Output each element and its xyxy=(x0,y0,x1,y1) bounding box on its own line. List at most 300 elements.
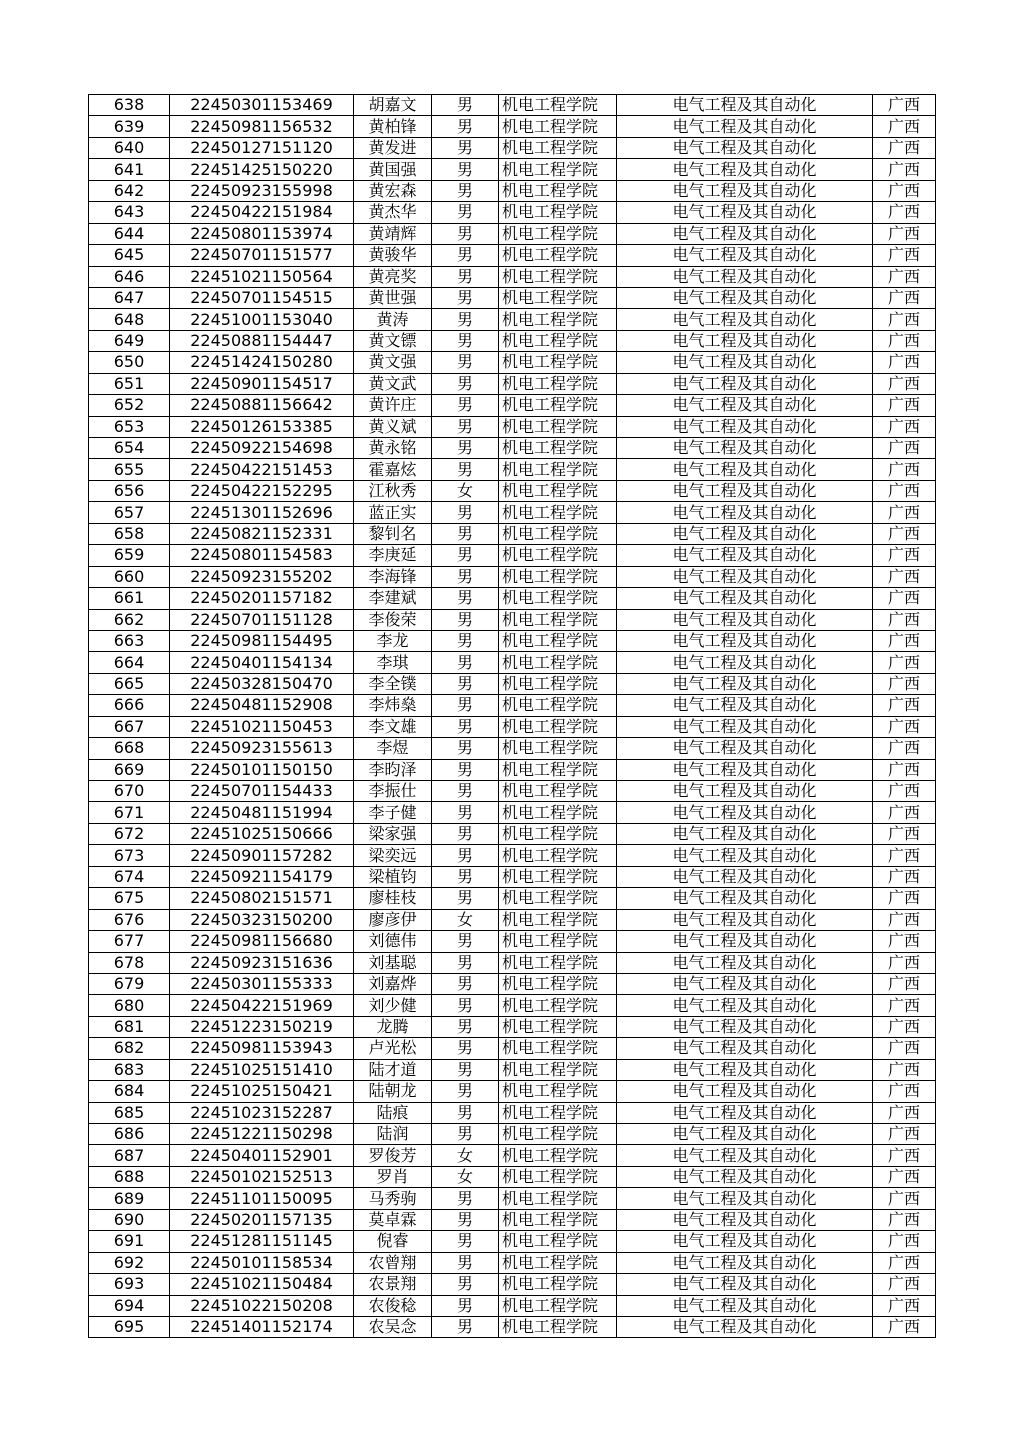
table-row xyxy=(89,716,936,737)
student-name-cell: 农景翔 xyxy=(354,1274,432,1295)
province-cell: 广西 xyxy=(873,995,936,1016)
gender-cell: 男 xyxy=(432,1295,499,1316)
major-cell: 电气工程及其自动化 xyxy=(617,459,873,480)
student-id-cell: 22450323150200 xyxy=(170,909,354,930)
major-cell: 电气工程及其自动化 xyxy=(617,1038,873,1059)
school-cell: 机电工程学院 xyxy=(499,695,617,716)
gender-cell: 男 xyxy=(432,159,499,180)
school-cell: 机电工程学院 xyxy=(499,502,617,523)
major-cell: 电气工程及其自动化 xyxy=(617,845,873,866)
student-name-cell: 陆痕 xyxy=(354,1102,432,1123)
school-cell: 机电工程学院 xyxy=(499,438,617,459)
row-number-cell: 678 xyxy=(89,952,170,973)
table-row xyxy=(89,459,936,480)
gender-cell: 男 xyxy=(432,866,499,887)
row-number-cell: 644 xyxy=(89,223,170,244)
row-number-cell: 682 xyxy=(89,1038,170,1059)
province-cell: 广西 xyxy=(873,395,936,416)
table-row xyxy=(89,1059,936,1080)
row-number-cell: 677 xyxy=(89,931,170,952)
table-row xyxy=(89,1209,936,1230)
province-cell: 广西 xyxy=(873,1102,936,1123)
row-number-cell: 666 xyxy=(89,695,170,716)
gender-cell: 男 xyxy=(432,1102,499,1123)
province-cell: 广西 xyxy=(873,973,936,994)
gender-cell: 男 xyxy=(432,1016,499,1037)
student-id-cell: 22451223150219 xyxy=(170,1016,354,1037)
student-name-cell: 黄文武 xyxy=(354,373,432,394)
major-cell: 电气工程及其自动化 xyxy=(617,266,873,287)
table-row xyxy=(89,395,936,416)
row-number-cell: 679 xyxy=(89,973,170,994)
student-id-cell: 22450981156680 xyxy=(170,931,354,952)
table-row xyxy=(89,330,936,351)
student-name-cell: 陆才道 xyxy=(354,1059,432,1080)
province-cell: 广西 xyxy=(873,180,936,201)
row-number-cell: 652 xyxy=(89,395,170,416)
student-id-cell: 22451001153040 xyxy=(170,309,354,330)
school-cell: 机电工程学院 xyxy=(499,416,617,437)
student-name-cell: 卢光松 xyxy=(354,1038,432,1059)
school-cell: 机电工程学院 xyxy=(499,159,617,180)
student-id-cell: 22451101150095 xyxy=(170,1188,354,1209)
gender-cell: 男 xyxy=(432,202,499,223)
table-row xyxy=(89,630,936,651)
row-number-cell: 681 xyxy=(89,1016,170,1037)
gender-cell: 男 xyxy=(432,1081,499,1102)
table-row xyxy=(89,523,936,544)
table-row xyxy=(89,1038,936,1059)
school-cell: 机电工程学院 xyxy=(499,352,617,373)
gender-cell: 男 xyxy=(432,652,499,673)
major-cell: 电气工程及其自动化 xyxy=(617,245,873,266)
table-row xyxy=(89,373,936,394)
student-name-cell: 陆润 xyxy=(354,1124,432,1145)
student-name-cell: 梁奕远 xyxy=(354,845,432,866)
student-name-cell: 李煜 xyxy=(354,738,432,759)
student-name-cell: 农曾翔 xyxy=(354,1252,432,1273)
school-cell: 机电工程学院 xyxy=(499,609,617,630)
row-number-cell: 657 xyxy=(89,502,170,523)
table-row xyxy=(89,416,936,437)
gender-cell: 男 xyxy=(432,416,499,437)
student-id-cell: 22450981153943 xyxy=(170,1038,354,1059)
province-cell: 广西 xyxy=(873,480,936,501)
student-id-cell: 22451401152174 xyxy=(170,1316,354,1337)
province-cell: 广西 xyxy=(873,952,936,973)
gender-cell: 男 xyxy=(432,566,499,587)
student-id-cell: 22451021150453 xyxy=(170,716,354,737)
school-cell: 机电工程学院 xyxy=(499,245,617,266)
student-name-cell: 刘少健 xyxy=(354,995,432,1016)
major-cell: 电气工程及其自动化 xyxy=(617,588,873,609)
school-cell: 机电工程学院 xyxy=(499,330,617,351)
school-cell: 机电工程学院 xyxy=(499,973,617,994)
table-row xyxy=(89,287,936,308)
gender-cell: 男 xyxy=(432,1231,499,1252)
gender-cell: 男 xyxy=(432,116,499,137)
table-row xyxy=(89,931,936,952)
student-id-cell: 22450301155333 xyxy=(170,973,354,994)
school-cell: 机电工程学院 xyxy=(499,845,617,866)
school-cell: 机电工程学院 xyxy=(499,480,617,501)
school-cell: 机电工程学院 xyxy=(499,1102,617,1123)
province-cell: 广西 xyxy=(873,309,936,330)
student-id-cell: 22451022150208 xyxy=(170,1295,354,1316)
row-number-cell: 643 xyxy=(89,202,170,223)
school-cell: 机电工程学院 xyxy=(499,180,617,201)
school-cell: 机电工程学院 xyxy=(499,566,617,587)
major-cell: 电气工程及其自动化 xyxy=(617,545,873,566)
table-row xyxy=(89,695,936,716)
major-cell: 电气工程及其自动化 xyxy=(617,438,873,459)
table-row xyxy=(89,823,936,844)
school-cell: 机电工程学院 xyxy=(499,1231,617,1252)
province-cell: 广西 xyxy=(873,738,936,759)
row-number-cell: 671 xyxy=(89,802,170,823)
province-cell: 广西 xyxy=(873,588,936,609)
row-number-cell: 689 xyxy=(89,1188,170,1209)
gender-cell: 男 xyxy=(432,438,499,459)
major-cell: 电气工程及其自动化 xyxy=(617,1059,873,1080)
student-name-cell: 李炜燊 xyxy=(354,695,432,716)
major-cell: 电气工程及其自动化 xyxy=(617,330,873,351)
province-cell: 广西 xyxy=(873,373,936,394)
student-name-cell: 罗俊芳 xyxy=(354,1145,432,1166)
student-id-cell: 22451021150484 xyxy=(170,1274,354,1295)
student-id-cell: 22450102152513 xyxy=(170,1166,354,1187)
major-cell: 电气工程及其自动化 xyxy=(617,1081,873,1102)
major-cell: 电气工程及其自动化 xyxy=(617,973,873,994)
school-cell: 机电工程学院 xyxy=(499,630,617,651)
gender-cell: 男 xyxy=(432,1188,499,1209)
student-id-cell: 22450901154517 xyxy=(170,373,354,394)
gender-cell: 男 xyxy=(432,459,499,480)
table-row xyxy=(89,502,936,523)
gender-cell: 男 xyxy=(432,1316,499,1337)
school-cell: 机电工程学院 xyxy=(499,1145,617,1166)
row-number-cell: 660 xyxy=(89,566,170,587)
province-cell: 广西 xyxy=(873,888,936,909)
school-cell: 机电工程学院 xyxy=(499,266,617,287)
school-cell: 机电工程学院 xyxy=(499,287,617,308)
row-number-cell: 638 xyxy=(89,95,170,116)
gender-cell: 男 xyxy=(432,802,499,823)
row-number-cell: 648 xyxy=(89,309,170,330)
gender-cell: 男 xyxy=(432,137,499,158)
major-cell: 电气工程及其自动化 xyxy=(617,1295,873,1316)
major-cell: 电气工程及其自动化 xyxy=(617,352,873,373)
table-row xyxy=(89,1231,936,1252)
province-cell: 广西 xyxy=(873,931,936,952)
major-cell: 电气工程及其自动化 xyxy=(617,995,873,1016)
school-cell: 机电工程学院 xyxy=(499,1274,617,1295)
province-cell: 广西 xyxy=(873,287,936,308)
student-id-cell: 22450126153385 xyxy=(170,416,354,437)
gender-cell: 男 xyxy=(432,1252,499,1273)
student-id-cell: 22450923155998 xyxy=(170,180,354,201)
school-cell: 机电工程学院 xyxy=(499,1252,617,1273)
student-id-cell: 22450901157282 xyxy=(170,845,354,866)
student-name-cell: 黄骏华 xyxy=(354,245,432,266)
student-id-cell: 22450881154447 xyxy=(170,330,354,351)
major-cell: 电气工程及其自动化 xyxy=(617,1231,873,1252)
gender-cell: 男 xyxy=(432,245,499,266)
table-row xyxy=(89,866,936,887)
major-cell: 电气工程及其自动化 xyxy=(617,395,873,416)
gender-cell: 男 xyxy=(432,1209,499,1230)
student-name-cell: 李海锋 xyxy=(354,566,432,587)
school-cell: 机电工程学院 xyxy=(499,652,617,673)
gender-cell: 男 xyxy=(432,995,499,1016)
school-cell: 机电工程学院 xyxy=(499,1316,617,1337)
table-row xyxy=(89,159,936,180)
row-number-cell: 687 xyxy=(89,1145,170,1166)
major-cell: 电气工程及其自动化 xyxy=(617,738,873,759)
school-cell: 机电工程学院 xyxy=(499,1059,617,1080)
student-id-cell: 22450422151453 xyxy=(170,459,354,480)
table-row xyxy=(89,1252,936,1273)
province-cell: 广西 xyxy=(873,909,936,930)
major-cell: 电气工程及其自动化 xyxy=(617,95,873,116)
table-row xyxy=(89,909,936,930)
student-name-cell: 黄柏锋 xyxy=(354,116,432,137)
major-cell: 电气工程及其自动化 xyxy=(617,1102,873,1123)
row-number-cell: 673 xyxy=(89,845,170,866)
row-number-cell: 670 xyxy=(89,781,170,802)
student-id-cell: 22450422152295 xyxy=(170,480,354,501)
student-id-cell: 22450923155613 xyxy=(170,738,354,759)
province-cell: 广西 xyxy=(873,673,936,694)
roster-body xyxy=(89,95,936,1338)
gender-cell: 男 xyxy=(432,695,499,716)
student-name-cell: 马秀驹 xyxy=(354,1188,432,1209)
gender-cell: 女 xyxy=(432,909,499,930)
student-name-cell: 农俊稔 xyxy=(354,1295,432,1316)
gender-cell: 男 xyxy=(432,609,499,630)
table-row xyxy=(89,1274,936,1295)
province-cell: 广西 xyxy=(873,652,936,673)
student-id-cell: 22451025151410 xyxy=(170,1059,354,1080)
school-cell: 机电工程学院 xyxy=(499,1209,617,1230)
student-name-cell: 黄发进 xyxy=(354,137,432,158)
major-cell: 电气工程及其自动化 xyxy=(617,1209,873,1230)
province-cell: 广西 xyxy=(873,866,936,887)
major-cell: 电气工程及其自动化 xyxy=(617,652,873,673)
province-cell: 广西 xyxy=(873,352,936,373)
student-id-cell: 22450401154134 xyxy=(170,652,354,673)
school-cell: 机电工程学院 xyxy=(499,137,617,158)
gender-cell: 女 xyxy=(432,1166,499,1187)
province-cell: 广西 xyxy=(873,266,936,287)
row-number-cell: 683 xyxy=(89,1059,170,1080)
province-cell: 广西 xyxy=(873,1316,936,1337)
table-row xyxy=(89,266,936,287)
student-name-cell: 李全镤 xyxy=(354,673,432,694)
student-id-cell: 22450701154515 xyxy=(170,287,354,308)
school-cell: 机电工程学院 xyxy=(499,116,617,137)
student-name-cell: 黄世强 xyxy=(354,287,432,308)
student-name-cell: 李建斌 xyxy=(354,588,432,609)
student-name-cell: 廖彦伊 xyxy=(354,909,432,930)
province-cell: 广西 xyxy=(873,1274,936,1295)
province-cell: 广西 xyxy=(873,502,936,523)
gender-cell: 男 xyxy=(432,738,499,759)
row-number-cell: 646 xyxy=(89,266,170,287)
table-row xyxy=(89,95,936,116)
school-cell: 机电工程学院 xyxy=(499,588,617,609)
gender-cell: 男 xyxy=(432,502,499,523)
student-id-cell: 22450328150470 xyxy=(170,673,354,694)
row-number-cell: 684 xyxy=(89,1081,170,1102)
row-number-cell: 649 xyxy=(89,330,170,351)
major-cell: 电气工程及其自动化 xyxy=(617,823,873,844)
major-cell: 电气工程及其自动化 xyxy=(617,1124,873,1145)
table-row xyxy=(89,1316,936,1337)
student-name-cell: 李振仕 xyxy=(354,781,432,802)
major-cell: 电气工程及其自动化 xyxy=(617,888,873,909)
student-name-cell: 龙腾 xyxy=(354,1016,432,1037)
student-id-cell: 22450701151577 xyxy=(170,245,354,266)
table-row xyxy=(89,995,936,1016)
province-cell: 广西 xyxy=(873,759,936,780)
school-cell: 机电工程学院 xyxy=(499,823,617,844)
major-cell: 电气工程及其自动化 xyxy=(617,116,873,137)
student-name-cell: 黄杰华 xyxy=(354,202,432,223)
student-name-cell: 李庚延 xyxy=(354,545,432,566)
table-row xyxy=(89,1016,936,1037)
table-row xyxy=(89,973,936,994)
gender-cell: 男 xyxy=(432,1124,499,1145)
table-row xyxy=(89,673,936,694)
student-name-cell: 李文雄 xyxy=(354,716,432,737)
row-number-cell: 640 xyxy=(89,137,170,158)
major-cell: 电气工程及其自动化 xyxy=(617,309,873,330)
gender-cell: 男 xyxy=(432,352,499,373)
table-row xyxy=(89,223,936,244)
student-name-cell: 蓝正实 xyxy=(354,502,432,523)
province-cell: 广西 xyxy=(873,95,936,116)
gender-cell: 男 xyxy=(432,759,499,780)
gender-cell: 男 xyxy=(432,973,499,994)
province-cell: 广西 xyxy=(873,1038,936,1059)
province-cell: 广西 xyxy=(873,459,936,480)
school-cell: 机电工程学院 xyxy=(499,673,617,694)
school-cell: 机电工程学院 xyxy=(499,202,617,223)
school-cell: 机电工程学院 xyxy=(499,716,617,737)
row-number-cell: 667 xyxy=(89,716,170,737)
student-name-cell: 黄靖辉 xyxy=(354,223,432,244)
major-cell: 电气工程及其自动化 xyxy=(617,137,873,158)
row-number-cell: 650 xyxy=(89,352,170,373)
table-row xyxy=(89,845,936,866)
row-number-cell: 661 xyxy=(89,588,170,609)
school-cell: 机电工程学院 xyxy=(499,802,617,823)
major-cell: 电气工程及其自动化 xyxy=(617,1252,873,1273)
school-cell: 机电工程学院 xyxy=(499,1016,617,1037)
table-row xyxy=(89,137,936,158)
gender-cell: 男 xyxy=(432,180,499,201)
major-cell: 电气工程及其自动化 xyxy=(617,802,873,823)
gender-cell: 男 xyxy=(432,1038,499,1059)
student-id-cell: 22450201157135 xyxy=(170,1209,354,1230)
school-cell: 机电工程学院 xyxy=(499,1081,617,1102)
table-row xyxy=(89,1295,936,1316)
student-name-cell: 李子健 xyxy=(354,802,432,823)
major-cell: 电气工程及其自动化 xyxy=(617,202,873,223)
major-cell: 电气工程及其自动化 xyxy=(617,416,873,437)
school-cell: 机电工程学院 xyxy=(499,545,617,566)
student-id-cell: 22450921154179 xyxy=(170,866,354,887)
student-id-cell: 22451424150280 xyxy=(170,352,354,373)
province-cell: 广西 xyxy=(873,781,936,802)
major-cell: 电气工程及其自动化 xyxy=(617,931,873,952)
province-cell: 广西 xyxy=(873,609,936,630)
table-row xyxy=(89,545,936,566)
school-cell: 机电工程学院 xyxy=(499,738,617,759)
gender-cell: 男 xyxy=(432,223,499,244)
student-name-cell: 莫卓霖 xyxy=(354,1209,432,1230)
province-cell: 广西 xyxy=(873,1081,936,1102)
row-number-cell: 692 xyxy=(89,1252,170,1273)
gender-cell: 女 xyxy=(432,1145,499,1166)
row-number-cell: 655 xyxy=(89,459,170,480)
table-row xyxy=(89,1188,936,1209)
gender-cell: 男 xyxy=(432,588,499,609)
school-cell: 机电工程学院 xyxy=(499,1038,617,1059)
row-number-cell: 674 xyxy=(89,866,170,887)
student-id-cell: 22450101150150 xyxy=(170,759,354,780)
gender-cell: 男 xyxy=(432,845,499,866)
school-cell: 机电工程学院 xyxy=(499,95,617,116)
table-row xyxy=(89,180,936,201)
student-id-cell: 22450127151120 xyxy=(170,137,354,158)
province-cell: 广西 xyxy=(873,695,936,716)
table-row xyxy=(89,202,936,223)
student-name-cell: 黄文强 xyxy=(354,352,432,373)
school-cell: 机电工程学院 xyxy=(499,952,617,973)
student-name-cell: 黎钊名 xyxy=(354,523,432,544)
student-id-cell: 22450981154495 xyxy=(170,630,354,651)
table-row xyxy=(89,1145,936,1166)
student-name-cell: 黄义斌 xyxy=(354,416,432,437)
student-id-cell: 22450802151571 xyxy=(170,888,354,909)
province-cell: 广西 xyxy=(873,416,936,437)
major-cell: 电气工程及其自动化 xyxy=(617,1274,873,1295)
table-row xyxy=(89,352,936,373)
row-number-cell: 664 xyxy=(89,652,170,673)
table-row xyxy=(89,309,936,330)
student-name-cell: 刘德伟 xyxy=(354,931,432,952)
major-cell: 电气工程及其自动化 xyxy=(617,866,873,887)
row-number-cell: 693 xyxy=(89,1274,170,1295)
gender-cell: 男 xyxy=(432,545,499,566)
major-cell: 电气工程及其自动化 xyxy=(617,630,873,651)
student-id-cell: 22450301153469 xyxy=(170,95,354,116)
table-row xyxy=(89,759,936,780)
province-cell: 广西 xyxy=(873,1252,936,1273)
student-name-cell: 刘嘉烨 xyxy=(354,973,432,994)
student-name-cell: 李俊荣 xyxy=(354,609,432,630)
table-row xyxy=(89,652,936,673)
student-id-cell: 22450701151128 xyxy=(170,609,354,630)
major-cell: 电气工程及其自动化 xyxy=(617,566,873,587)
table-row xyxy=(89,888,936,909)
student-name-cell: 黄许庄 xyxy=(354,395,432,416)
student-id-cell: 22450923151636 xyxy=(170,952,354,973)
row-number-cell: 656 xyxy=(89,480,170,501)
student-id-cell: 22451425150220 xyxy=(170,159,354,180)
